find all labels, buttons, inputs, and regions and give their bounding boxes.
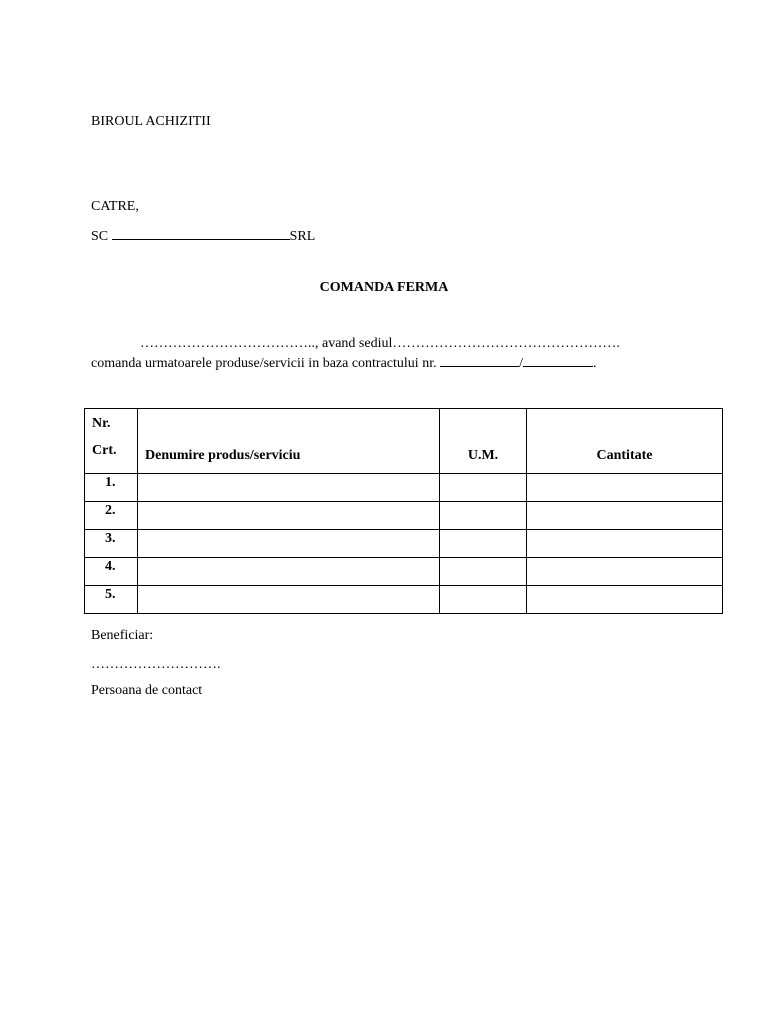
row-cantitate-cell[interactable] bbox=[527, 474, 723, 502]
recipient-label: CATRE, bbox=[91, 199, 139, 214]
row-denumire-cell[interactable] bbox=[138, 474, 440, 502]
row-number: 4. bbox=[85, 558, 138, 586]
row-denumire-cell[interactable] bbox=[138, 502, 440, 530]
beneficiar-label: Beneficiar: bbox=[91, 628, 154, 643]
row-number: 2. bbox=[85, 502, 138, 530]
row-cantitate-cell[interactable] bbox=[527, 586, 723, 614]
table-row bbox=[85, 558, 723, 586]
document-title: COMANDA FERMA bbox=[319, 280, 449, 295]
header-denumire: Denumire produs/serviciu bbox=[138, 409, 440, 474]
table-row bbox=[85, 502, 723, 530]
table-row bbox=[85, 474, 723, 502]
slash-separator: / bbox=[519, 356, 523, 371]
company-dots: ……………………………….. bbox=[140, 336, 315, 351]
table-row bbox=[85, 586, 723, 614]
contract-number-blank bbox=[440, 353, 519, 367]
sentence-period: . bbox=[592, 356, 597, 371]
header-cantitate: Cantitate bbox=[527, 409, 723, 474]
order-statement-line bbox=[91, 353, 596, 373]
row-number: 1. bbox=[85, 474, 138, 502]
company-intro-line bbox=[140, 335, 620, 353]
contact-person-label: Persoana de contact bbox=[91, 683, 203, 698]
header-nr-crt bbox=[85, 409, 138, 474]
row-denumire-cell[interactable] bbox=[138, 586, 440, 614]
row-um-cell[interactable] bbox=[440, 502, 527, 530]
row-cantitate-cell[interactable] bbox=[527, 530, 723, 558]
company-name-blank bbox=[112, 226, 290, 240]
header-crt: Crt. bbox=[92, 443, 117, 458]
srl-suffix: SRL bbox=[289, 229, 316, 244]
header-nr: Nr. bbox=[92, 416, 111, 431]
table-row bbox=[85, 530, 723, 558]
row-um-cell[interactable] bbox=[440, 474, 527, 502]
table-header-row bbox=[85, 409, 723, 474]
row-number: 3. bbox=[85, 530, 138, 558]
row-denumire-cell[interactable] bbox=[138, 530, 440, 558]
row-cantitate-cell[interactable] bbox=[527, 558, 723, 586]
beneficiar-dots: ………………………. bbox=[91, 657, 221, 672]
contract-date-blank bbox=[523, 353, 593, 367]
row-um-cell[interactable] bbox=[440, 558, 527, 586]
company-line bbox=[91, 226, 315, 246]
row-denumire-cell[interactable] bbox=[138, 558, 440, 586]
row-um-cell[interactable] bbox=[440, 586, 527, 614]
address-dots: …………………………………………. bbox=[392, 336, 620, 351]
row-number: 5. bbox=[85, 586, 138, 614]
row-um-cell[interactable] bbox=[440, 530, 527, 558]
row-cantitate-cell[interactable] bbox=[527, 502, 723, 530]
order-statement-text: comanda urmatoarele produse/servicii in baza contractului nr. bbox=[91, 356, 437, 371]
order-table bbox=[84, 408, 723, 614]
sc-prefix: SC bbox=[91, 229, 109, 244]
avand-sediul-text: , avand sediul bbox=[315, 336, 393, 351]
header-um: U.M. bbox=[440, 409, 527, 474]
department-heading: BIROUL ACHIZITII bbox=[91, 114, 211, 129]
